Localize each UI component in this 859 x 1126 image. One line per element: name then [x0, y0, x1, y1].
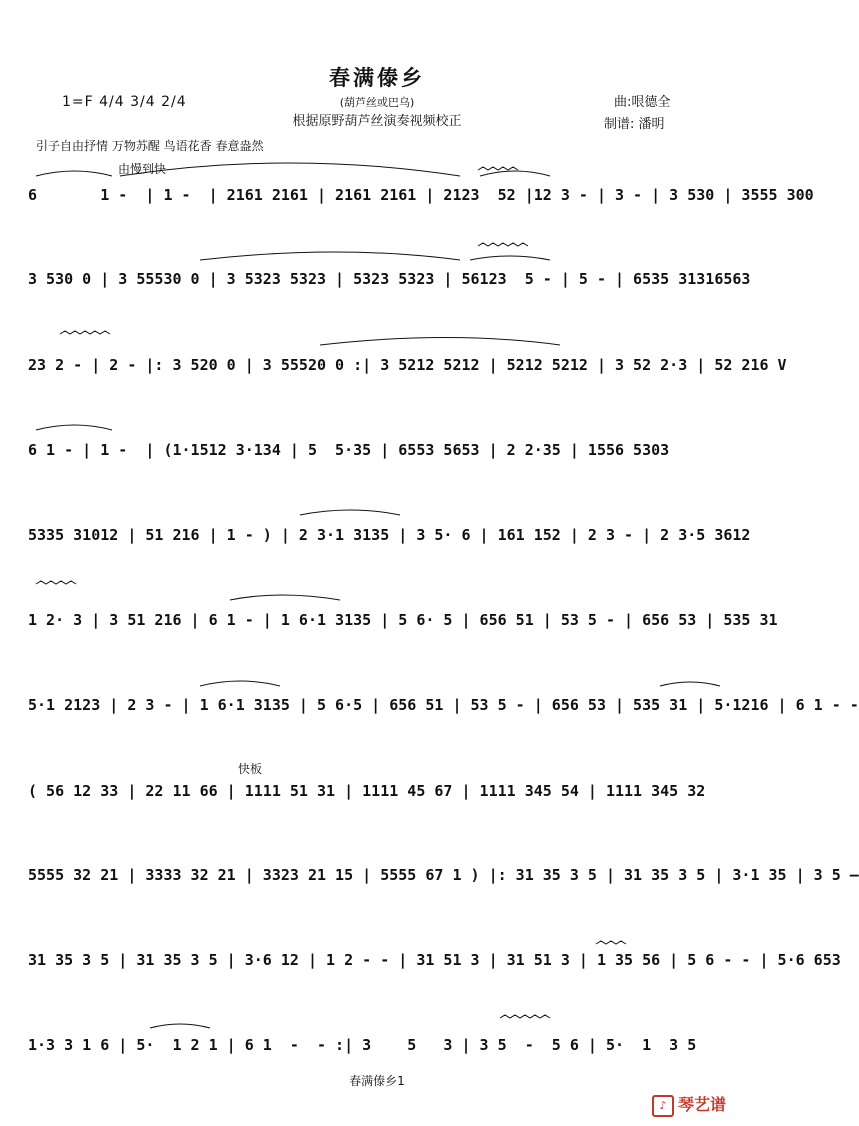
trill-line	[500, 1015, 550, 1018]
score-row-10: 31 35 3 5 | 31 35 3 5 | 3·6 12 | 1 2 - - | 31 51 3 | 31 51 3 | 1 35 56 | 5 6 - - | 5·6 653	[28, 951, 841, 969]
score-row-9: 5555 32 21 | 3333 32 21 | 3323 21 15 | 5555 67 1 ) |: 31 35 3 5 | 31 35 3 5 | 3·1 35 | 3 5 —	[28, 866, 859, 884]
slur-arc	[470, 256, 550, 260]
slur-arc	[36, 171, 112, 176]
slur-arc	[660, 682, 720, 686]
tempo-mark-slow-to-fast: 由慢到快	[118, 162, 167, 176]
composer-credit: 曲:哏德全	[614, 95, 671, 110]
trill-line	[60, 331, 110, 334]
trill-line	[478, 167, 518, 170]
score-row-6: 1 2· 3 | 3 51 216 | 6 1 - | 1 6·1 3135 | 5 6· 5 | 656 51 | 53 5 - | 656 53 | 535 31	[28, 611, 778, 629]
source-note: 根据原野葫芦丝演奏视频校正	[292, 114, 462, 129]
trill-line	[478, 243, 528, 246]
slur-arc	[36, 425, 112, 430]
mood-description: 引子自由抒情 万物苏醒 鸟语花香 春意盎然	[36, 139, 264, 153]
slur-arc	[320, 338, 560, 346]
site-logo	[652, 1092, 726, 1117]
score-row-2: 3 530 0 | 3 55530 0 | 3 5323 5323 | 5323 5323 | 56123 5 - | 5 - | 6535 31316563	[28, 270, 751, 288]
slur-arc	[120, 163, 460, 176]
logo-icon: ♪	[652, 1095, 674, 1117]
instrument-subtitle: (葫芦丝或巴乌)	[339, 96, 415, 109]
logo-text: 琴艺谱	[678, 1095, 727, 1114]
slur-arc	[480, 171, 550, 176]
score-row-5: 5335 31012 | 51 216 | 1 - ) | 2 3·1 3135 | 3 5· 6 | 161 152 | 2 3 - | 2 3·5 3612	[28, 526, 751, 544]
page-title: 春满傣乡	[329, 65, 425, 90]
score-row-1: 6 1 - | 1 - | 2161 2161 | 2161 2161 | 2123 52 |12 3 - | 3 - | 3 530 | 3555 300	[28, 186, 814, 204]
score-row-3: 23 2 - | 2 - |: 3 520 0 | 3 55520 0 :| 3 5212 5212 | 5212 5212 | 3 52 2·3 | 52 216 V	[28, 356, 787, 374]
score-row-8: ( 56 12 33 | 22 11 66 | 1111 51 31 | 1111 45 67 | 1111 345 54 | 1111 345 32	[28, 782, 706, 800]
tempo-mark-fast: 快板	[238, 762, 263, 776]
slur-arc	[230, 595, 340, 600]
trill-line	[36, 581, 76, 584]
slur-arc	[200, 252, 460, 260]
slur-arc	[200, 681, 280, 686]
score-row-7: 5·1 2123 | 2 3 - | 1 6·1 3135 | 5 6·5 | 656 51 | 53 5 - | 656 53 | 535 31 | 5·1216 | 6 1 - -	[28, 696, 859, 714]
arranger-credit: 制谱: 潘明	[604, 117, 665, 132]
page-label: 春满傣乡1	[349, 1074, 405, 1088]
slur-arc	[300, 510, 400, 515]
score-row-11: 1·3 3 1 6 | 5· 1 2 1 | 6 1 - - :| 3 5 3 | 3 5 - 5 6 | 5· 1 3 5	[28, 1036, 697, 1054]
key-signature: 1=F 4/4 3/4 2/4	[62, 94, 187, 110]
score-row-4: 6 1 - | 1 - | (1·1512 3·134 | 5 5·35 | 6553 5653 | 2 2·35 | 1556 5303	[28, 441, 670, 459]
